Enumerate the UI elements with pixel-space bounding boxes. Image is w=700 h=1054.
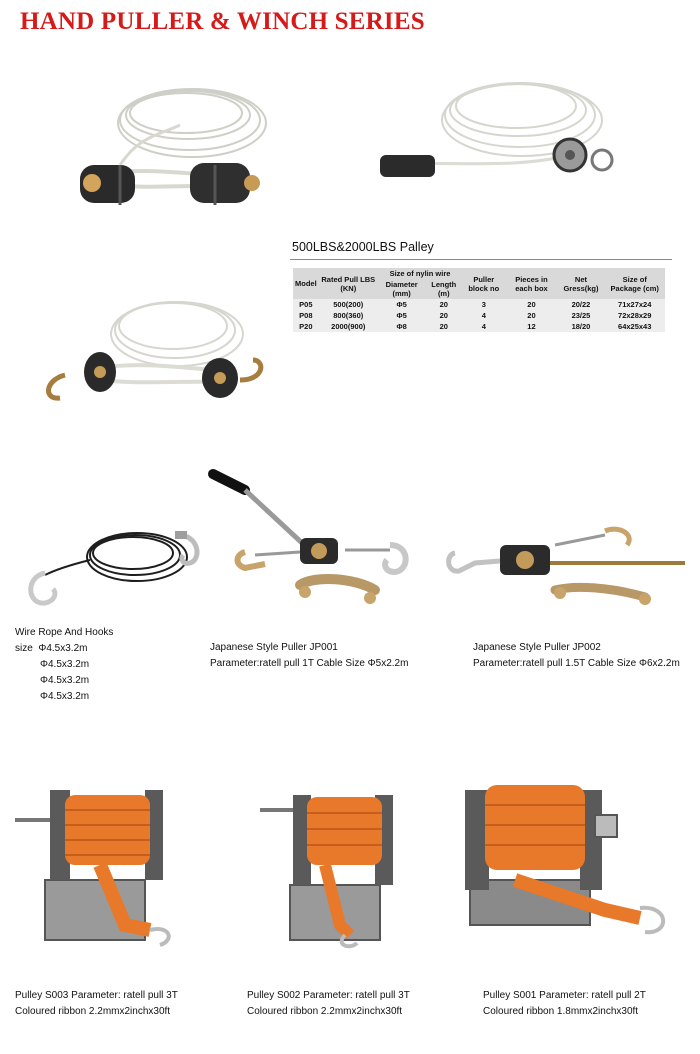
table-cell: 20	[425, 321, 462, 332]
winch-s001-photo	[455, 770, 675, 950]
table-cell: 4	[462, 310, 505, 321]
size-value: Φ4.5x3.2m	[38, 643, 88, 654]
jp001-caption	[210, 640, 408, 672]
jp002-caption	[473, 640, 680, 672]
wire-rope-caption	[15, 625, 113, 705]
table-cell: Φ5	[378, 299, 426, 310]
winch-s002-photo	[245, 785, 425, 950]
jp001-title: Japanese Style Puller JP001	[210, 642, 338, 653]
header-model: Model	[293, 268, 319, 299]
table-cell: Φ5	[378, 310, 426, 321]
s002-line2: Coloured ribbon 2.2mmx2inchx30ft	[247, 1006, 403, 1017]
page-title: HAND PULLER & WINCH SERIES	[20, 8, 425, 35]
size-label: size	[15, 643, 33, 654]
table-cell: 4	[462, 321, 505, 332]
wire-rope-size-row	[15, 641, 113, 657]
size-value: Φ4.5x3.2m	[40, 675, 90, 686]
table-row	[293, 299, 665, 310]
table-header-row	[293, 268, 665, 279]
s003-line2: Coloured ribbon 2.2mmx2inchx30ft	[15, 1006, 171, 1017]
jp001-parameter: Parameter:ratell pull 1T Cable Size Φ5x2.2m	[210, 658, 409, 669]
table-cell: 800(360)	[319, 310, 378, 321]
size-value: Φ4.5x3.2m	[40, 659, 90, 670]
table-cell: 500(200)	[319, 299, 378, 310]
header-pieces: Pieces in each box	[505, 268, 557, 299]
s001-line2: Coloured ribbon 1.8mmx2inchx30ft	[483, 1006, 639, 1017]
pulley-rope-photo-2	[370, 60, 630, 195]
table-row	[293, 321, 665, 332]
jp001-puller-photo	[205, 460, 430, 620]
table-cell: Φ8	[378, 321, 426, 332]
table-cell: 12	[505, 321, 557, 332]
table-cell: 23/25	[558, 310, 605, 321]
header-length: Length (m)	[425, 279, 462, 299]
table-cell: 20/22	[558, 299, 605, 310]
header-net-gress: Net Gress(kg)	[558, 268, 605, 299]
table-cell: 64x25x43	[604, 321, 665, 332]
table-cell: 20	[505, 310, 557, 321]
wire-rope-hooks-photo	[15, 515, 205, 615]
table-cell: 2000(900)	[319, 321, 378, 332]
table-cell: 3	[462, 299, 505, 310]
s003-caption	[15, 988, 178, 1020]
jp002-parameter: Parameter:ratell pull 1.5T Cable Size Φ6x2.2m	[473, 658, 680, 669]
size-value: Φ4.5x3.2m	[40, 691, 90, 702]
table-divider	[290, 259, 672, 260]
s002-line1: Pulley S002 Parameter: ratell pull 3T	[247, 990, 410, 1001]
pulley-rope-photo-1	[60, 65, 270, 230]
s001-line1: Pulley S001 Parameter: ratell pull 2T	[483, 990, 646, 1001]
header-diameter: Diameter (mm)	[378, 279, 426, 299]
s001-caption	[483, 988, 646, 1020]
table-cell: 71x27x24	[604, 299, 665, 310]
palley-spec-table	[293, 268, 665, 332]
wire-rope-title: Wire Rope And Hooks	[15, 627, 114, 638]
s003-line1: Pulley S003 Parameter: ratell pull 3T	[15, 990, 178, 1001]
header-nylin-wire-size: Size of nylin wire	[378, 268, 462, 279]
table-cell: 18/20	[558, 321, 605, 332]
winch-s003-photo	[5, 780, 190, 950]
table-cell: 20	[425, 299, 462, 310]
jp002-title: Japanese Style Puller JP002	[473, 642, 601, 653]
header-puller-block: Puller block no	[462, 268, 505, 299]
header-rated-pull: Rated Pull LBS (KN)	[319, 268, 378, 299]
table-row	[293, 310, 665, 321]
table-cell: 72x28x29	[604, 310, 665, 321]
table-cell: P05	[293, 299, 319, 310]
table-cell: P08	[293, 310, 319, 321]
s002-caption	[247, 988, 410, 1020]
jp002-puller-photo	[445, 515, 690, 615]
header-package-size: Size of Package (cm)	[604, 268, 665, 299]
table-cell: 20	[505, 299, 557, 310]
palley-table-title: 500LBS&2000LBS Palley	[292, 240, 434, 254]
table-cell: P20	[293, 321, 319, 332]
table-cell: 20	[425, 310, 462, 321]
pulley-rope-photo-3	[25, 290, 275, 405]
